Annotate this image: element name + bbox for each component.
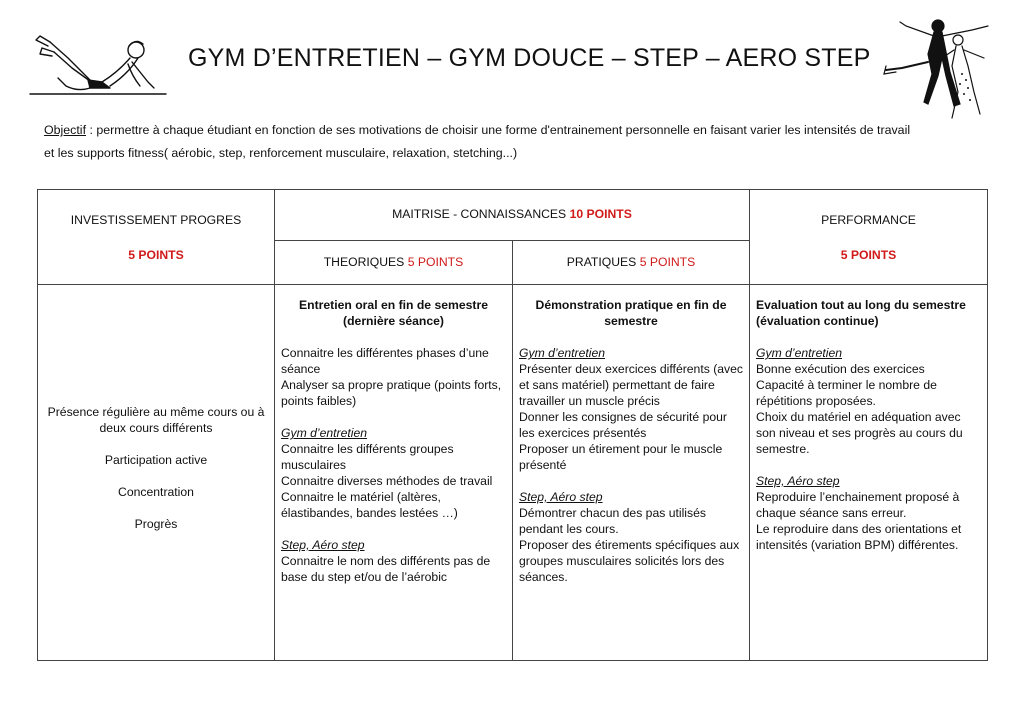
pratiques-line: Présenter deux exercices différents (avec et sans matériel) permettant de faire travailler un muscle précis <box>519 362 743 408</box>
performance-line: Le reproduire dans des orientations et intensités (variation BPM) différentes. <box>756 522 962 552</box>
header-maitrise <box>275 190 750 241</box>
header-investissement-points: 5 POINTS <box>128 248 184 262</box>
performance-line: Choix du matériel en adéquation avec son niveau et ses progrès au cours du semestre. <box>756 410 963 456</box>
pratiques-line: Proposer des étirements spécifiques aux groupes musculaires solicités lors des séances. <box>519 538 740 584</box>
theoriques-line: Analyser sa propre pratique (points forts, points faibles) <box>281 378 502 408</box>
performance-subtitle-step: Step, Aéro step <box>756 474 840 488</box>
objective-line-2: et les supports fitness( aérobic, step, renforcement musculaire, relaxation, stetching...) <box>44 146 518 160</box>
page-title: GYM D’ENTRETIEN – GYM DOUCE – STEP – AERO STEP <box>188 44 871 72</box>
header-performance <box>750 190 988 285</box>
performance-title: Evaluation tout au long du semestre (évaluation continue) <box>756 298 966 328</box>
header-theoriques-points: 5 POINTS <box>407 255 464 269</box>
objective-label: Objectif <box>44 123 87 137</box>
investissement-item: Participation active <box>104 453 208 467</box>
theoriques-line: Connaitre diverses méthodes de travail <box>281 474 493 488</box>
cell-investissement <box>38 285 275 661</box>
performance-line: Bonne exécution des exercices <box>756 362 925 376</box>
theoriques-line: Connaitre les différents groupes musculaires <box>281 442 454 472</box>
pratiques-line: Donner les consignes de sécurité pour les exercices présentés <box>519 410 727 440</box>
performance-line: Capacité à terminer le nombre de répétitions proposées. <box>756 378 937 408</box>
header-investissement <box>38 190 275 285</box>
investissement-item: Concentration <box>118 485 194 499</box>
performance-subtitle-gym: Gym d’entretien <box>756 346 843 360</box>
header-performance-points: 5 POINTS <box>840 248 897 262</box>
pratiques-line: Démontrer chacun des pas utilisés pendant les cours. <box>519 506 706 536</box>
theoriques-line: Connaitre le matériel (altères, élastibandes, bandes lestées …) <box>281 490 458 520</box>
header-theoriques-label: THEORIQUES <box>323 255 408 269</box>
header-pratiques-label: PRATIQUES <box>566 255 640 269</box>
theoriques-subtitle-gym: Gym d’entretien <box>281 426 368 440</box>
performance-line: Reproduire l’enchainement proposé à chaque séance sans erreur. <box>756 490 960 520</box>
exercise-figure-icon <box>28 28 168 100</box>
investissement-item: Présence régulière au même cours ou à deux cours différents <box>47 405 265 435</box>
header-maitrise-label: MAITRISE - CONNAISSANCES <box>392 207 570 221</box>
objective-line-1: : permettre à chaque étudiant en fonction de ses motivations de choisir une forme d'entrainement personnelle en faisant varier les intensités de travail <box>86 123 911 137</box>
evaluation-table <box>37 189 988 661</box>
theoriques-line: Connaitre les différentes phases d’une séance <box>281 346 489 376</box>
dancers-icon <box>876 14 996 134</box>
theoriques-subtitle-step: Step, Aéro step <box>281 538 365 552</box>
pratiques-subtitle-step: Step, Aéro step <box>519 490 603 504</box>
header-theoriques <box>275 241 513 285</box>
pratiques-line: Proposer un étirement pour le muscle présenté <box>519 442 723 472</box>
objective-paragraph <box>44 119 924 165</box>
theoriques-title: Entretien oral en fin de semestre (dernière séance) <box>299 298 488 328</box>
cell-performance <box>750 285 988 661</box>
investissement-item: Progrès <box>134 517 178 531</box>
pratiques-title: Démonstration pratique en fin de semestre <box>535 298 727 328</box>
header-maitrise-points: 10 POINTS <box>569 207 632 221</box>
pratiques-subtitle-gym: Gym d’entretien <box>519 346 606 360</box>
theoriques-line: Connaitre le nom des différents pas de base du step et/ou de l’aérobic <box>281 554 491 584</box>
cell-pratiques <box>513 285 750 661</box>
header-performance-label: PERFORMANCE <box>821 213 916 227</box>
header-pratiques <box>513 241 750 285</box>
header-investissement-label: INVESTISSEMENT PROGRES <box>70 213 242 227</box>
cell-theoriques <box>275 285 513 661</box>
header-pratiques-points: 5 POINTS <box>639 255 696 269</box>
